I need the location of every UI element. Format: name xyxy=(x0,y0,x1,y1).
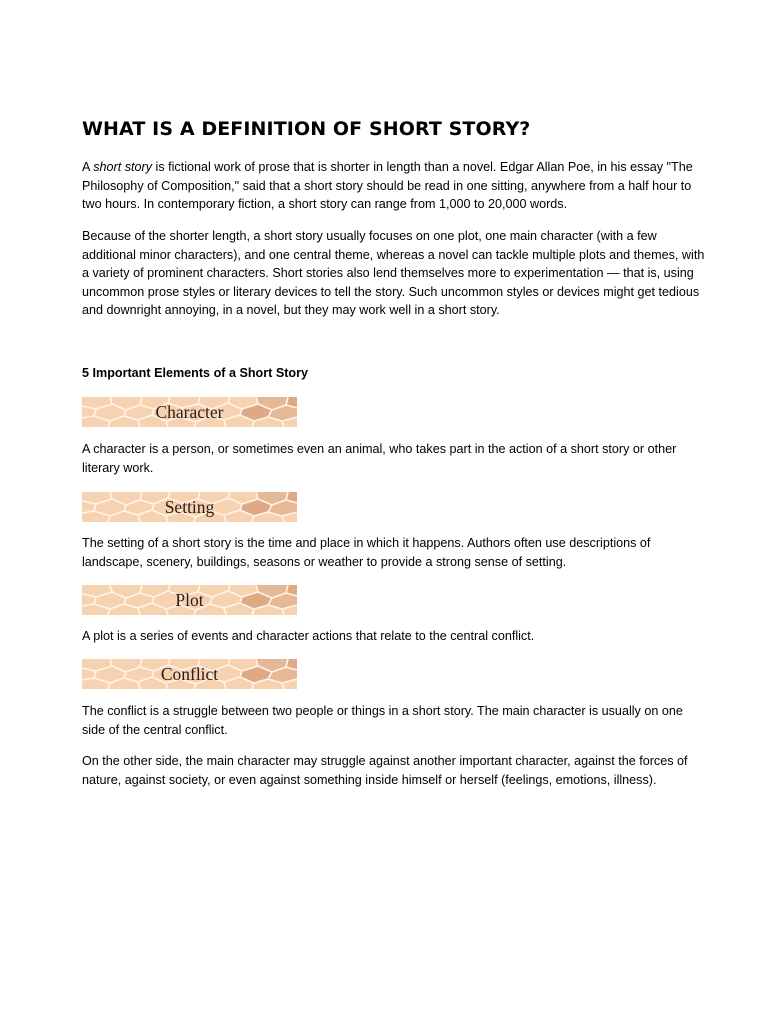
character-banner xyxy=(82,397,297,427)
closing-paragraph: On the other side, the main character may struggle against another important character, against the forces of nature, against society, or even against something inside himself or herself (feelings, emotions, illness). xyxy=(82,754,688,787)
intro-prefix: A xyxy=(82,160,94,174)
intro-rest: is fictional work of prose that is shorter in length than a novel. Edgar Allan Poe, in his essay "The Philosophy of Composition," said that a short story should be read in one sitting, anywhere from a half hour to two hours. In contemporary fiction, a short story can range from 1,000 to 20,000 words. xyxy=(82,160,693,212)
conflict-description: The conflict is a struggle between two people or things in a short story. The main character is usually on one side of the central conflict. xyxy=(82,704,683,737)
plot-banner xyxy=(82,585,297,615)
intro-paragraph xyxy=(82,158,707,214)
length-paragraph: Because of the shorter length, a short story usually focuses on one plot, one main character (with a few additional minor characters), and one central theme, whereas a novel can tackle multiple plots and themes, with a variety of prominent characters. Short stories also lend themselves more to experimentation — that is, using uncommon prose styles or literary devices to tell the story. Such uncommon styles or devices might get tedious and downright annoying, in a novel, but they may work well in a short story. xyxy=(82,229,705,318)
setting-banner xyxy=(82,492,297,522)
plot-description: A plot is a series of events and character actions that relate to the central conflict. xyxy=(82,629,535,643)
conflict-banner xyxy=(82,659,297,689)
character-label: Character xyxy=(155,402,224,422)
character-description: A character is a person, or sometimes even an animal, who takes part in the action of a short story or other literary work. xyxy=(82,442,677,475)
setting-description: The setting of a short story is the time and place in which it happens. Authors often use descriptions of landscape, scenery, buildings, seasons or weather to provide a strong sense of setting. xyxy=(82,536,651,569)
intro-term: short story xyxy=(93,160,153,174)
elements-heading: 5 Important Elements of a Short Story xyxy=(82,366,309,380)
conflict-label: Conflict xyxy=(160,664,219,684)
setting-label: Setting xyxy=(164,497,215,517)
page-title: WHAT IS A DEFINITION OF SHORT STORY? xyxy=(82,118,531,140)
plot-label: Plot xyxy=(175,590,204,610)
